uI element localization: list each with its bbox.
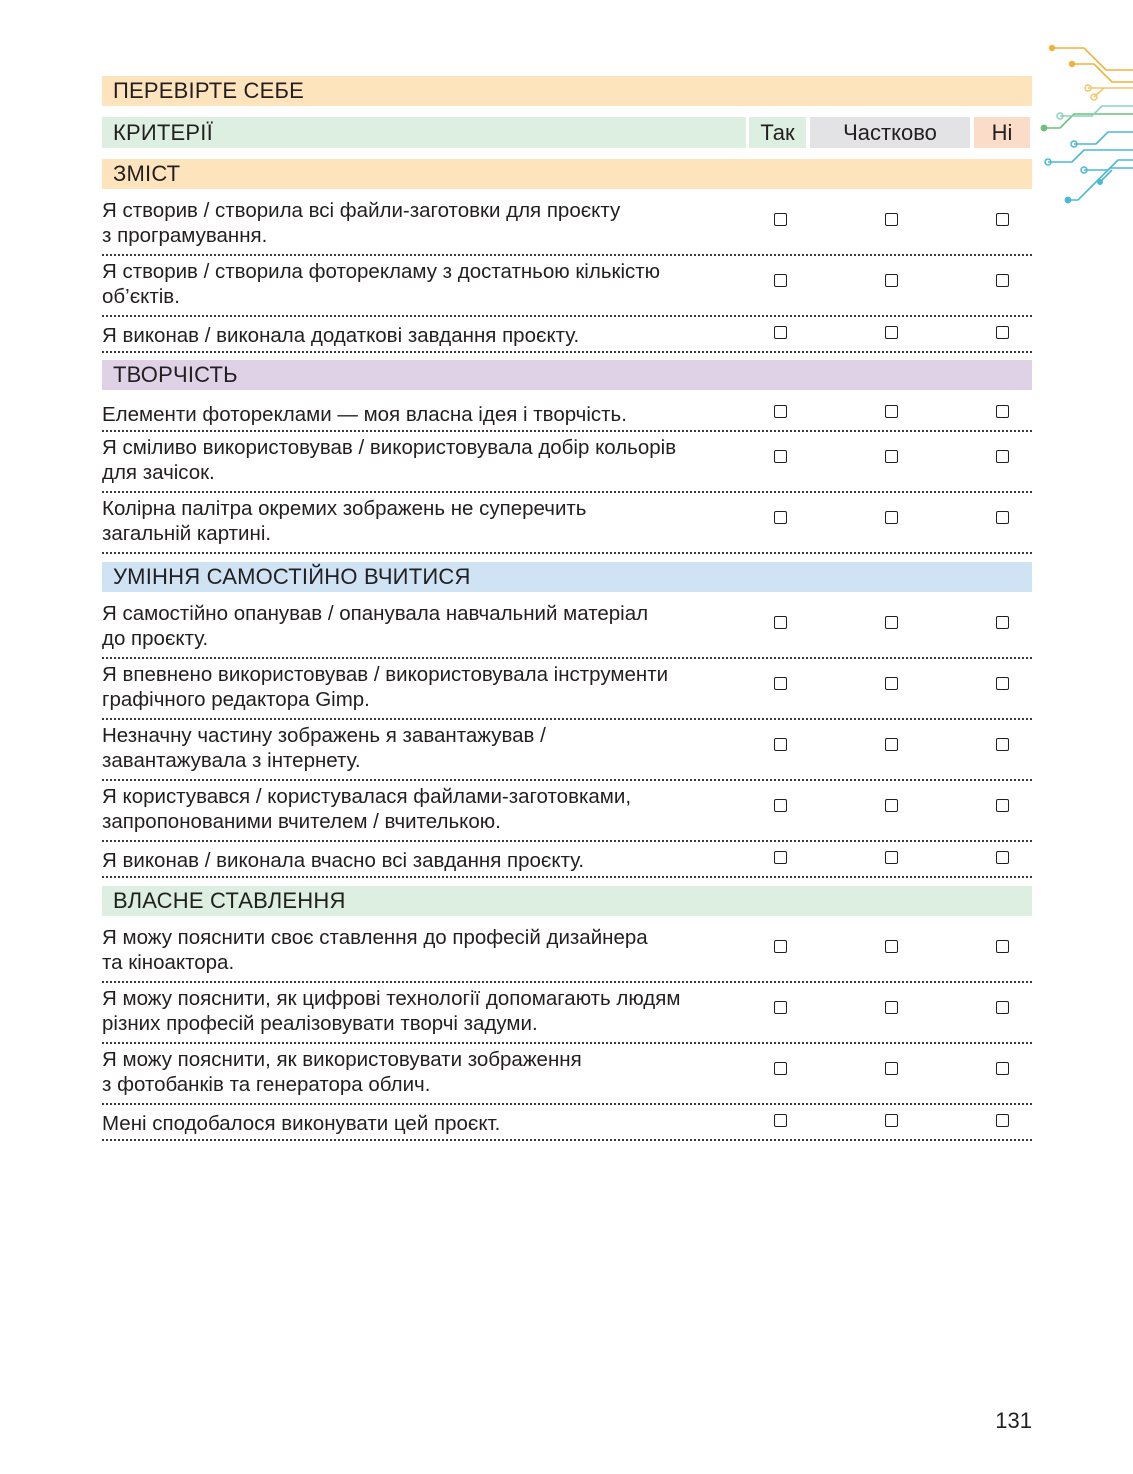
criterion-line: з програмування. — [102, 224, 268, 247]
criterion-line: Я створив / створила фоторекламу з достатньою кількістю — [102, 260, 661, 283]
checkbox-no[interactable] — [996, 851, 1009, 864]
checkbox-yes[interactable] — [774, 799, 787, 812]
criterion-line: та кіноактора. — [102, 951, 235, 974]
criterion-text — [102, 784, 752, 834]
criterion-line: Я сміливо використовував / використовувала добір кольорів — [102, 436, 677, 459]
checkbox-yes[interactable] — [774, 1114, 787, 1127]
criterion-row — [102, 598, 1032, 659]
criterion-line: Я можу пояснити, як цифрові технології допомагають людям — [102, 987, 681, 1010]
checkbox-partial[interactable] — [885, 940, 898, 953]
section-header: ЗМІСТ — [102, 159, 1032, 189]
criterion-row — [102, 396, 1032, 432]
checkbox-yes[interactable] — [774, 851, 787, 864]
criterion-text — [102, 601, 752, 651]
criterion-line: Я можу пояснити, як використовувати зображення — [102, 1048, 582, 1071]
circuit-decoration-icon — [1036, 40, 1133, 210]
criterion-row — [102, 781, 1032, 842]
criterion-text — [102, 323, 752, 348]
criterion-line: до проєкту. — [102, 627, 209, 650]
checkbox-partial[interactable] — [885, 851, 898, 864]
criterion-line: Елементи фотореклами — моя власна ідея і творчість. — [102, 403, 627, 426]
criterion-line: Я користувався / користувалася файлами-заготовками, — [102, 785, 632, 808]
checkbox-partial[interactable] — [885, 1001, 898, 1014]
column-header-partial: Частково — [810, 117, 970, 148]
checkbox-partial[interactable] — [885, 1062, 898, 1075]
checkbox-no[interactable] — [996, 738, 1009, 751]
criterion-text — [102, 1047, 752, 1097]
checkbox-partial[interactable] — [885, 738, 898, 751]
criterion-text — [102, 435, 752, 485]
criterion-line: загальній картині. — [102, 522, 272, 545]
checkbox-no[interactable] — [996, 1001, 1009, 1014]
criterion-text — [102, 986, 752, 1036]
checkbox-partial[interactable] — [885, 616, 898, 629]
criterion-row — [102, 659, 1032, 720]
criterion-line: з фотобанків та генератора облич. — [102, 1073, 431, 1096]
criterion-line: різних професій реалізовувати творчі задуми. — [102, 1012, 538, 1035]
section-header: УМІННЯ САМОСТІЙНО ВЧИТИСЯ — [102, 562, 1032, 592]
criterion-row — [102, 720, 1032, 781]
criterion-line: Я виконав / виконала додаткові завдання проєкту. — [102, 324, 580, 347]
criterion-text — [102, 496, 752, 546]
criterion-text — [102, 925, 752, 975]
checkbox-no[interactable] — [996, 940, 1009, 953]
criterion-line: Колірна палітра окремих зображень не суперечить — [102, 497, 587, 520]
checkbox-partial[interactable] — [885, 326, 898, 339]
checkbox-yes[interactable] — [774, 1062, 787, 1075]
criterion-line: Я виконав / виконала вчасно всі завдання проєкту. — [102, 849, 585, 872]
criterion-row — [102, 493, 1032, 554]
criterion-text — [102, 848, 752, 873]
criterion-row — [102, 922, 1032, 983]
checkbox-yes[interactable] — [774, 616, 787, 629]
checkbox-yes[interactable] — [774, 940, 787, 953]
checkbox-no[interactable] — [996, 274, 1009, 287]
checkbox-yes[interactable] — [774, 511, 787, 524]
page-number: 131 — [995, 1408, 1032, 1433]
criterion-line: графічного редактора Gimp. — [102, 688, 370, 711]
criterion-line: завантажувала з інтернету. — [102, 749, 361, 772]
criterion-text — [102, 402, 752, 427]
checkbox-partial[interactable] — [885, 213, 898, 226]
criterion-line: для зачісок. — [102, 461, 215, 484]
checkbox-yes[interactable] — [774, 1001, 787, 1014]
section-header: ВЛАСНЕ СТАВЛЕННЯ — [102, 886, 1032, 916]
checkbox-yes[interactable] — [774, 450, 787, 463]
criterion-line: Я самостійно опанував / опанувала навчальний матеріал — [102, 602, 649, 625]
checkbox-partial[interactable] — [885, 511, 898, 524]
criterion-row — [102, 1044, 1032, 1105]
criteria-header: КРИТЕРІЇ — [102, 117, 746, 148]
criterion-line: запропонованими вчителем / вчителькою. — [102, 810, 501, 833]
criterion-row — [102, 317, 1032, 353]
criterion-line: Незначну частину зображень я завантажував / — [102, 724, 546, 747]
column-header-no: Ні — [974, 117, 1030, 148]
checkbox-no[interactable] — [996, 616, 1009, 629]
criterion-row — [102, 432, 1032, 493]
checkbox-yes[interactable] — [774, 213, 787, 226]
criterion-line: Я створив / створила всі файли-заготовки для проєкту — [102, 199, 621, 222]
checkbox-partial[interactable] — [885, 450, 898, 463]
criterion-text — [102, 1111, 752, 1136]
criterion-row — [102, 983, 1032, 1044]
checkbox-no[interactable] — [996, 405, 1009, 418]
criterion-text — [102, 662, 752, 712]
criterion-line: Я впевнено використовував / використовувала інструменти — [102, 663, 669, 686]
checkbox-no[interactable] — [996, 1062, 1009, 1075]
criterion-line: об’єктів. — [102, 285, 180, 308]
criterion-line: Я можу пояснити своє ставлення до професій дизайнера — [102, 926, 648, 949]
section-header: ТВОРЧІСТЬ — [102, 360, 1032, 390]
checkbox-no[interactable] — [996, 511, 1009, 524]
criterion-text — [102, 259, 752, 309]
checkbox-no[interactable] — [996, 799, 1009, 812]
checkbox-no[interactable] — [996, 450, 1009, 463]
criterion-row — [102, 1105, 1032, 1141]
checkbox-yes[interactable] — [774, 274, 787, 287]
checkbox-yes[interactable] — [774, 405, 787, 418]
checkbox-partial[interactable] — [885, 405, 898, 418]
criterion-row — [102, 842, 1032, 878]
criterion-row — [102, 195, 1032, 256]
criterion-text — [102, 198, 752, 248]
checkbox-partial[interactable] — [885, 1114, 898, 1127]
criterion-text — [102, 723, 752, 773]
checkbox-yes[interactable] — [774, 326, 787, 339]
checkbox-yes[interactable] — [774, 677, 787, 690]
checkbox-no[interactable] — [996, 326, 1009, 339]
criterion-line: Мені сподобалося виконувати цей проєкт. — [102, 1112, 501, 1135]
checkbox-partial[interactable] — [885, 677, 898, 690]
checklist-title: ПЕРЕВІРТЕ СЕБЕ — [102, 76, 1032, 106]
checkbox-no[interactable] — [996, 677, 1009, 690]
checkbox-partial[interactable] — [885, 274, 898, 287]
checkbox-partial[interactable] — [885, 799, 898, 812]
column-header-yes: Так — [749, 117, 806, 148]
checkbox-no[interactable] — [996, 213, 1009, 226]
criterion-row — [102, 256, 1032, 317]
checkbox-yes[interactable] — [774, 738, 787, 751]
checkbox-no[interactable] — [996, 1114, 1009, 1127]
